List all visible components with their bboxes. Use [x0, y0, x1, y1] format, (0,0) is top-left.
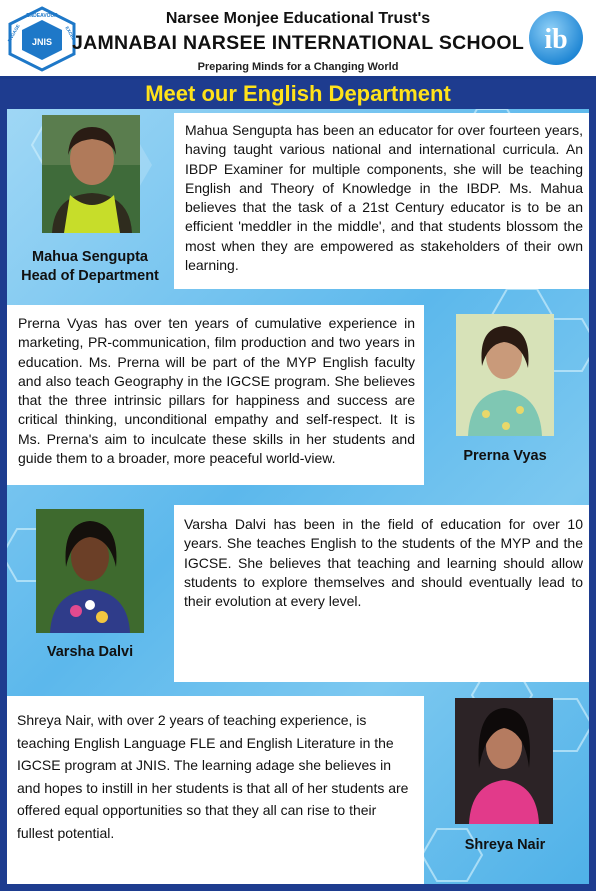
page-title: Meet our English Department [145, 81, 451, 106]
logo-left-ring-right: EXCEL [64, 25, 77, 42]
logo-left-ring-left: ENGAGE [6, 23, 21, 43]
photo-varsha-dalvi [36, 509, 144, 633]
photo-mahua-sengupta [42, 115, 140, 233]
bio-shreya-nair: Shreya Nair, with over 2 years of teaching experience, is teaching English Language FLE and English Literature in the IGCSE program at JNIS. The learning adage she believes in and hopes to instill in her students is that all of her students are offered equal opportunities so that they all can rise to their fullest potential. [7, 696, 424, 884]
bio-mahua-sengupta: Mahua Sengupta has been an educator for over fourteen years, having taught various national and international curricula. An IBDP Examiner for multiple components, she will be teaching English and Theory of Knowledge in the IBDP. Ms. Mahua believes that the task of a 21st Century educator is to be an efficient 'meddler in the middle', and that students blossom the most when they are empowered as stakeholders of their own learning. [174, 113, 589, 289]
name-varsha-dalvi: Varsha Dalvi [46, 644, 134, 660]
title-bar [0, 79, 596, 109]
bio-varsha-dalvi: Varsha Dalvi has been in the field of education for over 10 years. She teaches English to the students of the MYP and the IGCSE. She believes that teaching and learning should allow students to explore themselves and should eventually lead to their evolution at every level. [174, 505, 589, 682]
bio-prerna-vyas: Prerna Vyas has over ten years of cumulative experience in marketing, PR-communication, film production and two years in education. Ms. Prerna will be part of the MYP English faculty and also teach Geography in the IGCSE program. She believes that the three intrinsic pillars for happiness and success are critical thinking, unconditional empathy and self-respect. It is Ms. Prerna's aim to inculcate these skills in her students and guide them to a broader, more peaceful world-view. [7, 305, 424, 485]
name-shreya-nair: Shreya Nair [464, 837, 546, 853]
staff-role: Head of Department [21, 268, 159, 284]
photo-prerna-vyas [456, 314, 554, 436]
name-prerna-vyas: Prerna Vyas [463, 448, 547, 464]
ib-logo [528, 10, 584, 66]
school-motto: Preparing Minds for a Changing World [197, 61, 399, 73]
ib-logo-text: ib [544, 24, 568, 55]
school-header [0, 0, 596, 79]
school-name: JAMNABAI NARSEE INTERNATIONAL SCHOOL [71, 32, 525, 54]
trust-name: Narsee Monjee Educational Trust's [165, 10, 431, 27]
logo-left-text: JNIS [31, 37, 53, 47]
logo-left-ring-top: ENDEAVOUR [26, 13, 58, 19]
name-mahua-sengupta [11, 248, 169, 286]
staff-name: Mahua Sengupta [31, 249, 148, 265]
photo-shreya-nair [455, 698, 553, 824]
content-panel [7, 109, 589, 884]
